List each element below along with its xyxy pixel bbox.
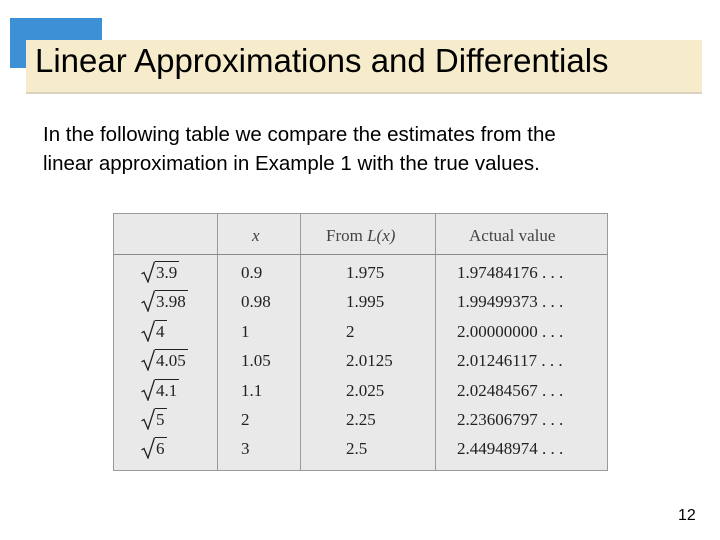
radical-sign-icon <box>141 261 155 283</box>
intro-line: In the following table we compare the estimates from the <box>43 123 556 146</box>
radicand: 4.05 <box>156 351 186 370</box>
header-from-prefix: From <box>326 226 368 245</box>
sqrt-expression <box>141 437 167 459</box>
radical-sign-icon <box>141 290 155 312</box>
column-divider <box>435 214 436 470</box>
column-divider <box>217 214 218 470</box>
actual-value: 1.97484176 . . . <box>457 263 564 282</box>
header-from-func: L(x) <box>367 226 396 245</box>
header-x <box>252 226 260 246</box>
actual-value: 2.23606797 . . . <box>457 410 564 429</box>
radicand: 3.98 <box>156 292 186 311</box>
header-x-label: x <box>252 226 260 245</box>
x-value: 1.05 <box>241 351 271 370</box>
linear-estimate: 1.995 <box>346 292 385 311</box>
sqrt-expression <box>141 408 167 430</box>
radical-sign-icon <box>141 320 155 342</box>
x-value: 1 <box>241 322 250 341</box>
comparison-table <box>113 213 608 471</box>
radicand: 5 <box>156 410 165 429</box>
sqrt-expression <box>141 261 179 283</box>
actual-value: 2.44948974 . . . <box>457 439 564 458</box>
sqrt-expression <box>141 290 188 312</box>
sqrt-expression <box>141 349 188 371</box>
intro-paragraph <box>43 120 683 178</box>
page-number: 12 <box>678 507 696 524</box>
linear-estimate: 2.25 <box>346 410 376 429</box>
header-divider <box>114 254 607 255</box>
linear-estimate: 1.975 <box>346 263 385 282</box>
radical-sign-icon <box>141 437 155 459</box>
radical-sign-icon <box>141 408 155 430</box>
header-from-lx <box>326 226 395 246</box>
x-value: 0.9 <box>241 263 263 282</box>
actual-value: 2.00000000 . . . <box>457 322 564 341</box>
radicand: 6 <box>156 439 165 458</box>
sqrt-expression <box>141 379 179 401</box>
radical-sign-icon <box>141 349 155 371</box>
actual-value: 1.99499373 . . . <box>457 292 564 311</box>
x-value: 1.1 <box>241 381 263 400</box>
linear-estimate: 2.0125 <box>346 351 393 370</box>
actual-value: 2.01246117 . . . <box>457 351 563 370</box>
linear-estimate: 2.025 <box>346 381 385 400</box>
x-value: 0.98 <box>241 292 271 311</box>
sqrt-expression <box>141 320 167 342</box>
header-actual-value: Actual value <box>469 226 556 245</box>
actual-value: 2.02484567 . . . <box>457 381 564 400</box>
slide-title: Linear Approximations and Differentials <box>35 42 609 79</box>
radical-sign-icon <box>141 379 155 401</box>
linear-estimate: 2 <box>346 322 355 341</box>
intro-line: linear approximation in Example 1 with the true values. <box>43 152 540 175</box>
radicand: 4.1 <box>156 381 178 400</box>
radicand: 4 <box>156 322 165 341</box>
column-divider <box>300 214 301 470</box>
linear-estimate: 2.5 <box>346 439 368 458</box>
x-value: 3 <box>241 439 250 458</box>
radicand: 3.9 <box>156 263 178 282</box>
x-value: 2 <box>241 410 250 429</box>
